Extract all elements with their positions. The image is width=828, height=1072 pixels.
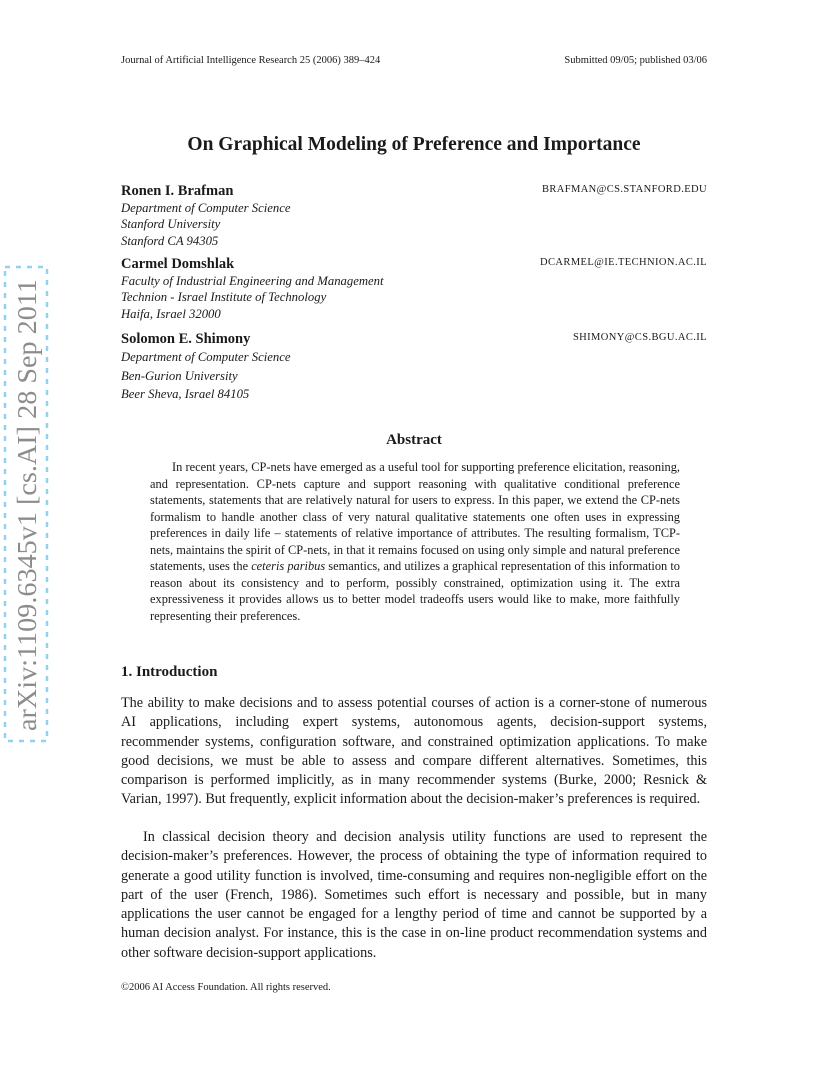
author-affiliation-line: Department of Computer Science xyxy=(121,350,291,364)
author-email[interactable]: BRAFMAN@CS.STANFORD.EDU xyxy=(541,184,707,195)
author-email[interactable]: SHIMONY@CS.BGU.AC.IL xyxy=(572,332,707,343)
author-block-1 xyxy=(121,182,707,249)
author-affiliation-line: Haifa, Israel 32000 xyxy=(121,306,221,321)
author-affiliation-line: Stanford University xyxy=(121,217,221,232)
arxiv-stamp-text: arXiv:1109.6345v1 [cs.AI] 28 Sep 2011 xyxy=(12,298,42,731)
paper-title: On Graphical Modeling of Preference and Importance xyxy=(187,134,641,155)
abstract-heading: Abstract xyxy=(386,432,442,448)
author-affiliation-line: Beer Sheva, Israel 84105 xyxy=(121,387,250,401)
author-affiliation-line: Stanford CA 94305 xyxy=(121,233,219,248)
author-affiliation-line: Ben-Gurion University xyxy=(121,368,238,383)
abstract-text-part: In recent years, CP-nets have emerged as a useful tool for supporting preference elicitation, reasoning, and representation. CP-nets capture and support reasoning with qualitative conditional preference statements, statements that are relatively natural for users to express. In this paper, we extend the CP-nets formalism to handle another class of very natural qualitative statements one often uses in expressing preferences in daily life – statements of relative importance of attributes. The resulting formalism, TCP-nets, maintains the spirit of CP-nets, in that it remains focused on using only simple and natural preference statements, uses the xyxy=(150,460,680,573)
author-affiliation-line: Department of Computer Science xyxy=(121,201,291,215)
abstract-text-part: semantics, and utilizes a graphical representation of this information to reason about its consistency and to perform, possibly constrained, optimization using it. The extra expressiveness it provides allows us to better model tradeoffs users would like to make, more faithfully representing their preferences. xyxy=(150,559,680,623)
abstract-text xyxy=(150,459,680,624)
journal-header: Journal of Artificial Intelligence Research 25 (2006) 389–424 xyxy=(121,55,381,66)
intro-paragraph-2: In classical decision theory and decision analysis utility functions are used to represent the decision-maker’s preferences. However, the process of obtaining the type of information required to generate a good utility function is involved, time-consuming and requires non-negligible effort on the part of the user (French, 1986). Sometimes such effort is necessary and possible, but in many applications the user cannot be engaged for a lengthy period of time and cannot be supported by a human decision analyst. For instance, this is the case in on-line product recommendation systems and other software decision-support applications. xyxy=(121,829,707,961)
author-name: Carmel Domshlak xyxy=(121,256,235,272)
author-affiliation-line: Faculty of Industrial Engineering and Management xyxy=(121,274,384,288)
section-heading: 1. Introduction xyxy=(121,664,218,680)
author-name: Solomon E. Shimony xyxy=(121,331,251,347)
abstract-emphasis: ceteris paribus xyxy=(251,559,326,573)
arxiv-stamp[interactable] xyxy=(3,265,49,743)
author-affiliation-line: Technion - Israel Institute of Technology xyxy=(121,290,327,305)
author-block-2 xyxy=(121,255,707,322)
intro-paragraph-1: The ability to make decisions and to assess potential courses of action is a corner-stone of numerous AI applications, including expert systems, autonomous agents, decision-support systems, recommender systems, configuration software, and constrained optimization applications. To make good decisions, we must be able to assess and compare different alternatives. Sometimes, this comparison is performed implicitly, as in many recommender systems (Burke, 2000; Resnick & Varian, 1997). But frequently, explicit information about the decision-maker’s preferences is required. xyxy=(121,695,707,808)
copyright-footer: ©2006 AI Access Foundation. All rights reserved. xyxy=(121,982,331,993)
submission-dates: Submitted 09/05; published 03/06 xyxy=(564,55,707,66)
author-email[interactable]: DCARMEL@IE.TECHNION.AC.IL xyxy=(540,257,707,268)
author-name: Ronen I. Brafman xyxy=(121,183,234,199)
author-block-3 xyxy=(121,330,707,404)
